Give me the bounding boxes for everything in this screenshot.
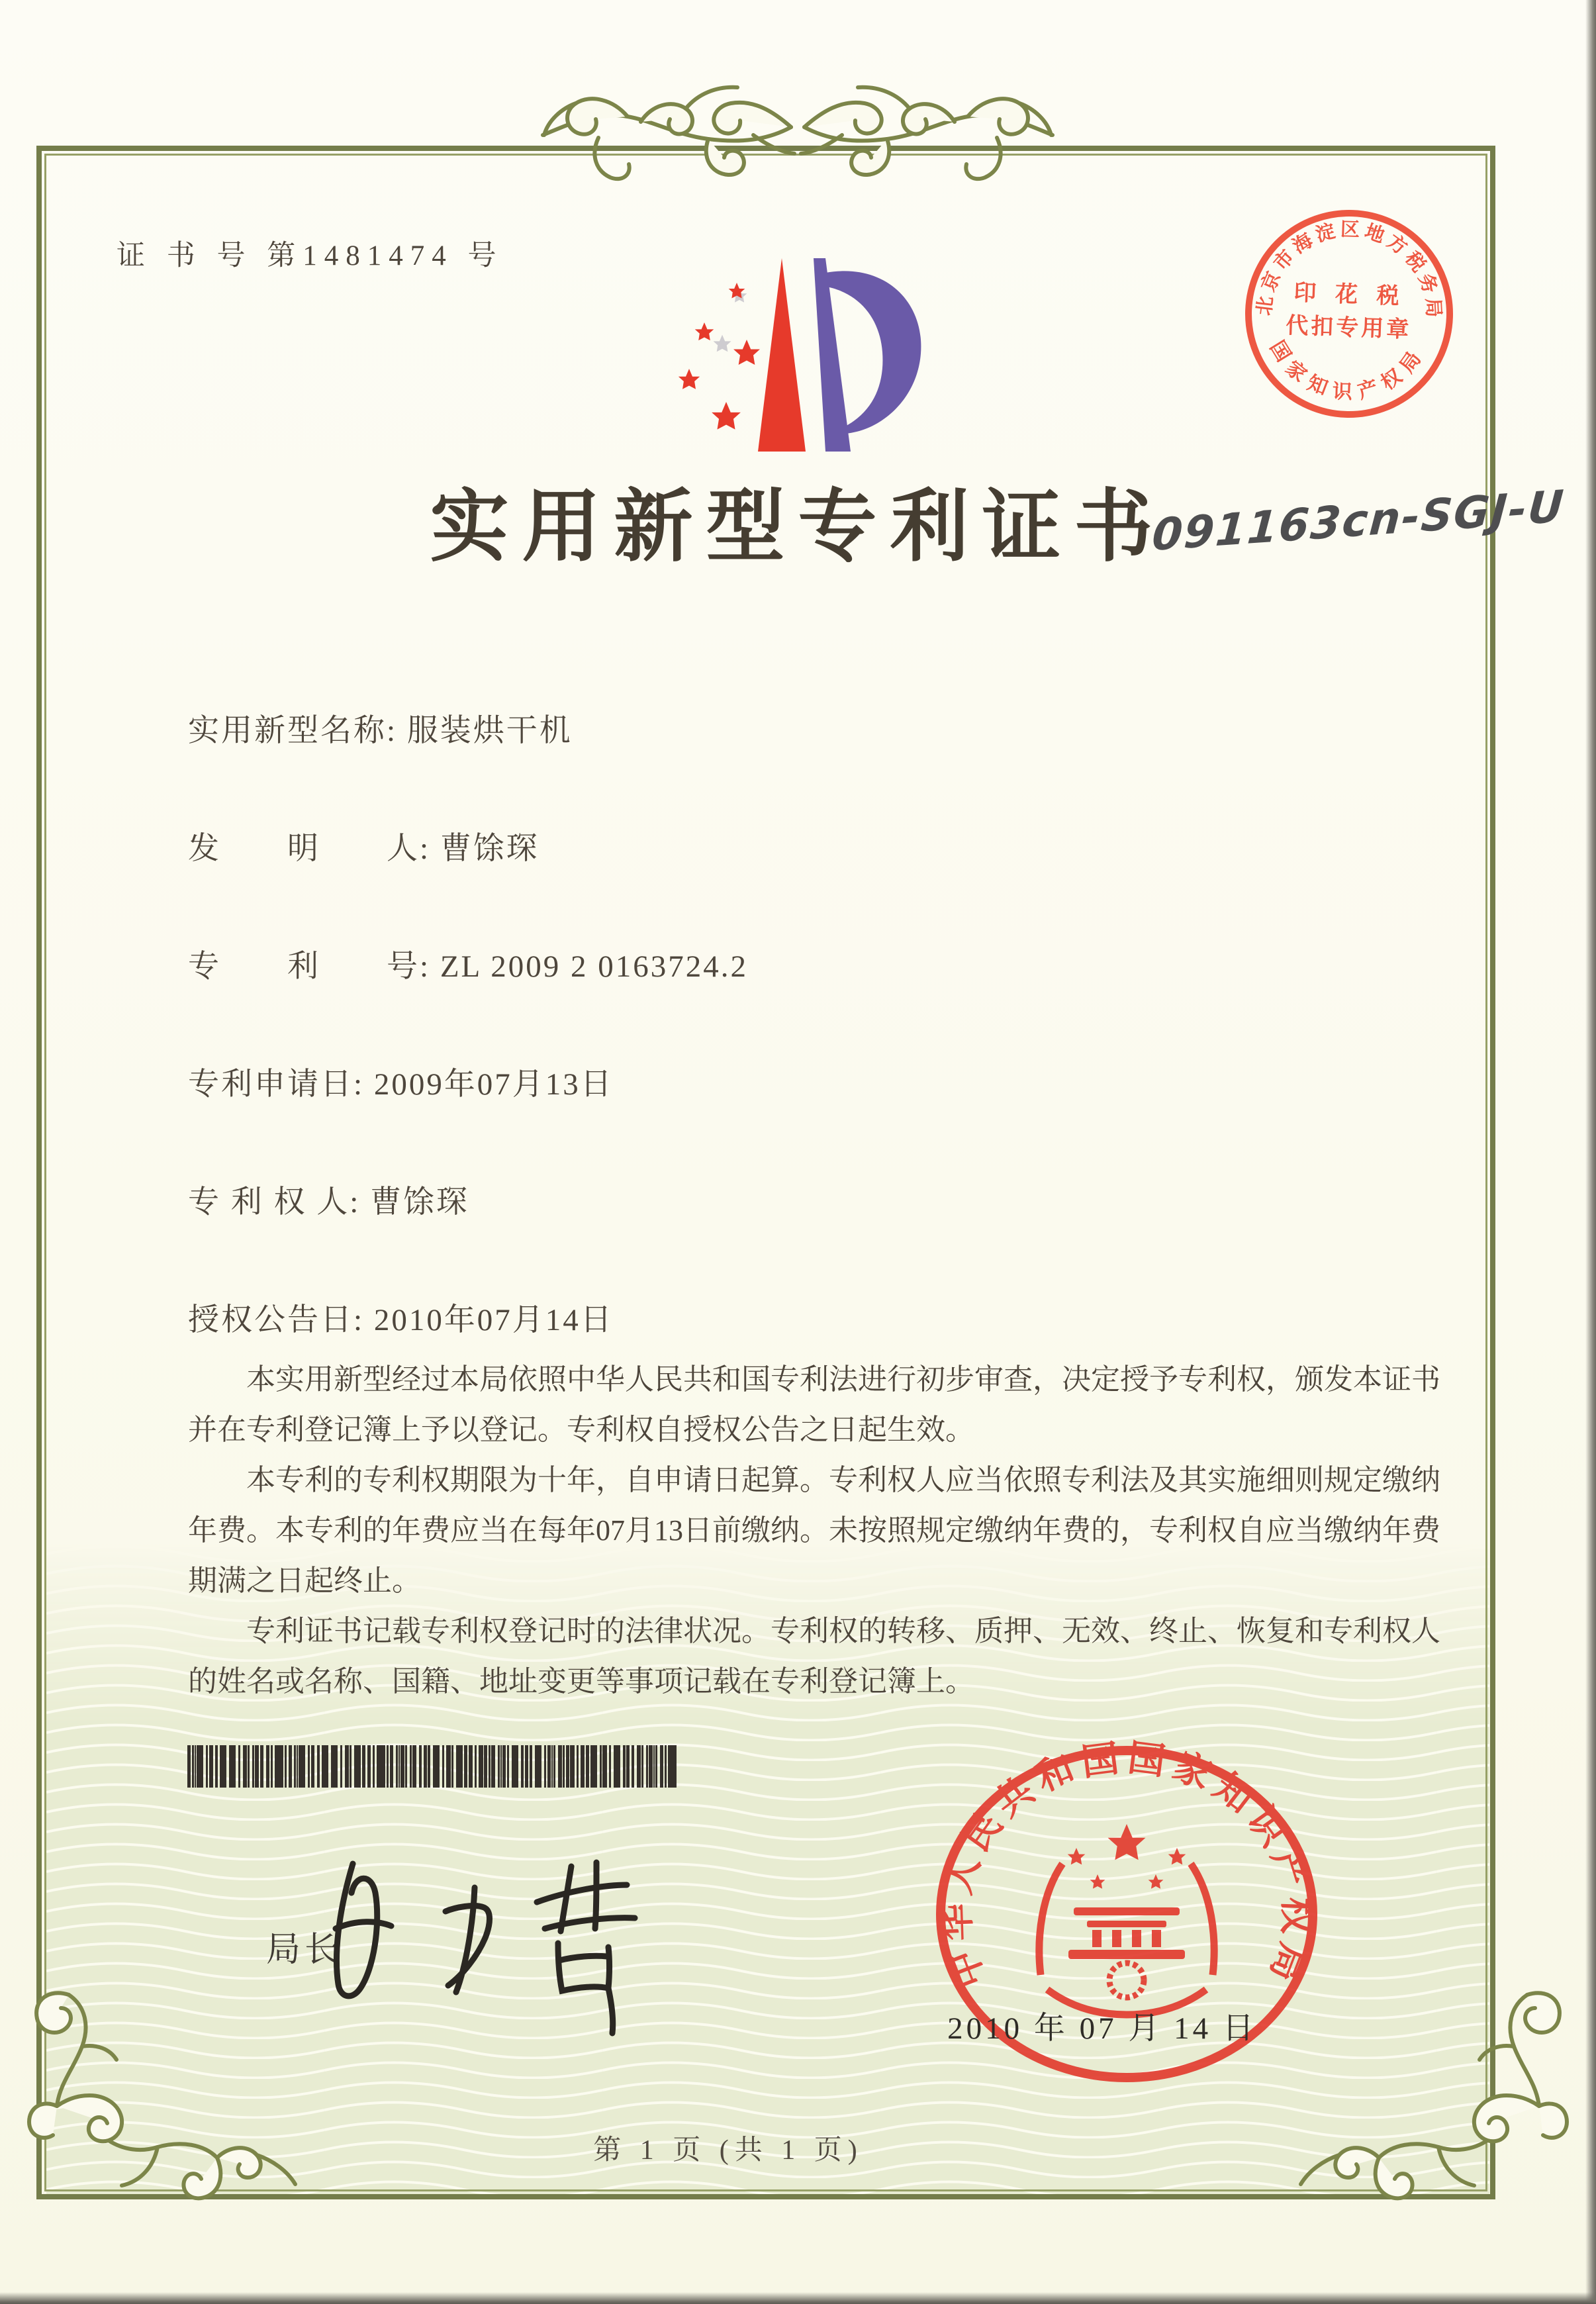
sipo-logo-icon (652, 253, 950, 463)
tax-stamp-line1: 印 花 税 (1293, 281, 1407, 309)
field-patentee (188, 1177, 469, 1222)
field-label: 实用新型名称 (188, 714, 387, 748)
stamp-duty-tax-stamp (1235, 200, 1462, 427)
scan-edge-bottom (0, 2292, 1596, 2304)
page-number-footer: 第 1 页 (共 1 页) (593, 2135, 863, 2166)
field-inventor (188, 824, 540, 868)
commissioner-signature (301, 1824, 738, 2056)
handwritten-docket-annotation: 091163cn-SGJ-U (1150, 480, 1567, 561)
field-colon: : (420, 949, 440, 984)
field-grant-date (188, 1295, 614, 1339)
commissioner-title: 局长 (266, 1931, 344, 1969)
field-label: 专 利 权 人 (188, 1185, 350, 1220)
certificate-number: 证 书 号 第1481474 号 (117, 240, 504, 271)
field-utility-model-name (188, 706, 573, 750)
field-label: 发 明 人 (188, 832, 420, 866)
tax-stamp-ring-bottom-text: 国家知识产权局 (1265, 337, 1431, 404)
field-value: 曹馀琛 (440, 832, 540, 866)
national-ip-office-seal (905, 1690, 1348, 2138)
field-value: 2010年07月14日 (373, 1303, 614, 1337)
body-paragraph: 专利证书记载专利权登记时的法律状况。专利权的转移、质押、无效、终止、恢复和专利权人的姓名或名称、国籍、地址变更等事项记载在专利登记簿上。 (188, 1615, 1440, 1698)
field-colon: : (353, 1067, 374, 1102)
field-value: ZL 2009 2 0163724.2 (440, 949, 748, 984)
seal-ring-text: 中华人民共和国国家知识产权局 (936, 1737, 1317, 1993)
field-colon: : (420, 832, 440, 866)
tax-stamp-ring-top-text: 北京市海淀区地方税务局 (1253, 218, 1444, 322)
field-colon: : (353, 1303, 374, 1337)
field-patent-number (188, 941, 748, 986)
field-value: 2009年07月13日 (373, 1067, 614, 1102)
field-colon: : (350, 1185, 371, 1220)
field-label: 授权公告日 (188, 1303, 353, 1337)
legal-body-text (188, 1355, 1440, 1707)
seal-date: 2010 年 07 月 14 日 (947, 2011, 1257, 2046)
body-paragraph: 本专利的专利权期限为十年，自申请日起算。专利权人应当依照专利法及其实施细则规定缴纳年费。本专利的年费应当在每年07月13日前缴纳。未按照规定缴纳年费的，专利权自应当缴纳年费期满之日起终止。 (188, 1464, 1440, 1597)
tax-stamp-line2: 代扣专用章 (1285, 313, 1412, 343)
field-value: 服装烘干机 (406, 714, 573, 748)
national-emblem-icon (1039, 1824, 1214, 2015)
scan-edge-right (1585, 0, 1596, 2304)
field-value: 曹馀琛 (370, 1185, 470, 1220)
field-colon: : (387, 714, 407, 748)
certificate-title: 实用新型专利证书 (430, 483, 1166, 571)
barcode (187, 1745, 679, 1788)
field-filing-date (188, 1059, 614, 1104)
field-label: 专 利 号 (188, 949, 420, 984)
body-paragraph: 本实用新型经过本局依照中华人民共和国专利法进行初步审查，决定授予专利权，颁发本证书并在专利登记簿上予以登记。专利权自授权公告之日起生效。 (188, 1363, 1440, 1446)
field-label: 专利申请日 (188, 1067, 353, 1102)
